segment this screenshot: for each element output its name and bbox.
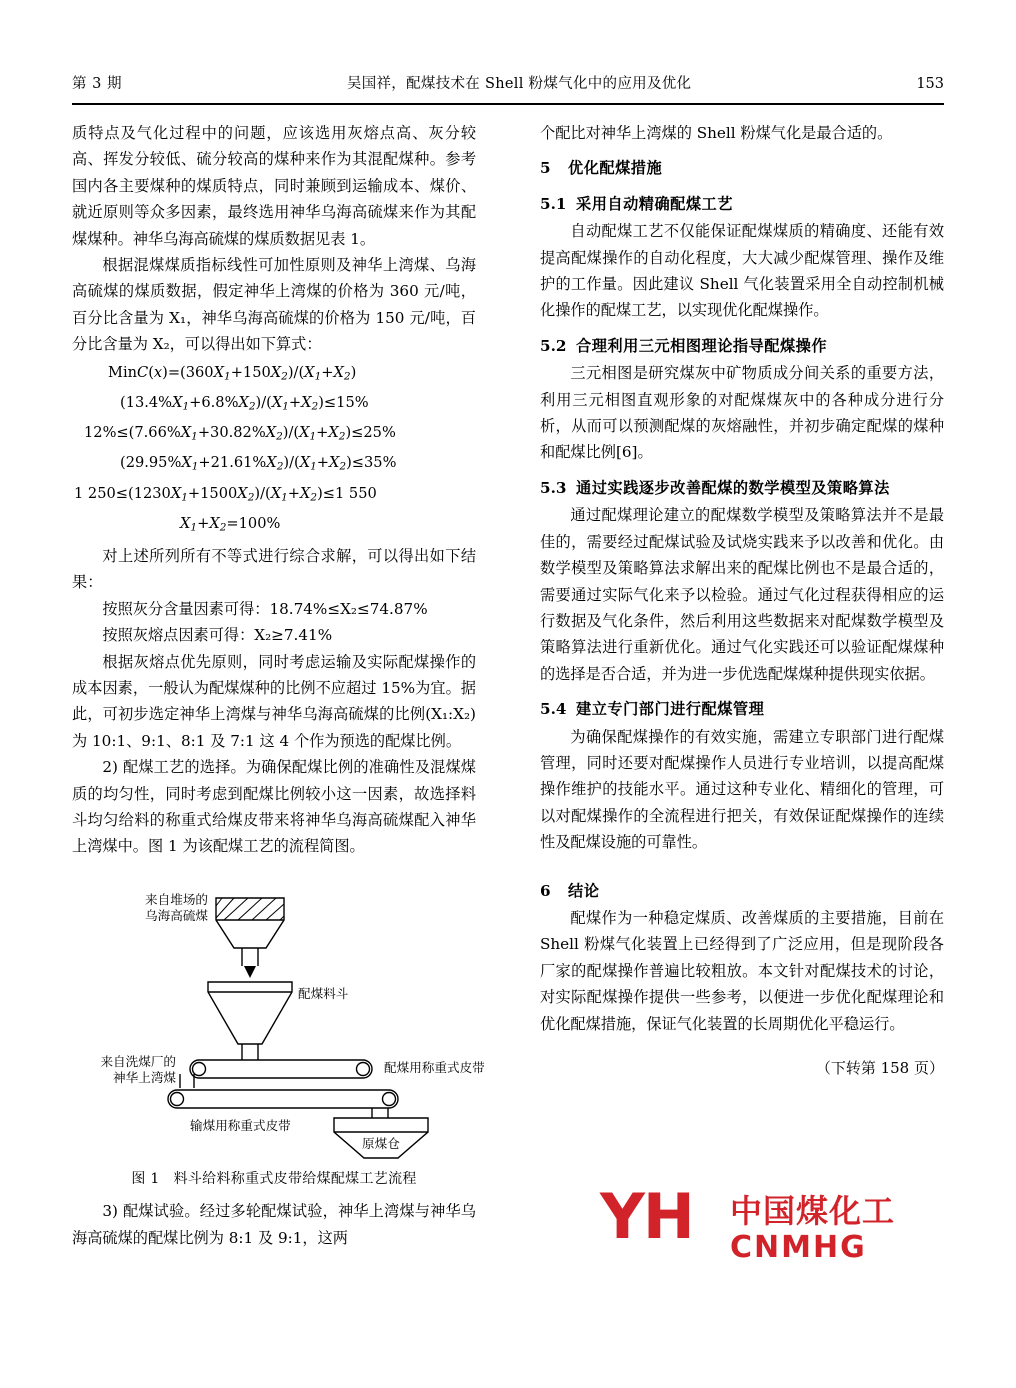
figure-caption-label: 图 1 bbox=[131, 1170, 160, 1187]
section-heading-5-3 bbox=[540, 475, 944, 501]
figure-caption bbox=[72, 1166, 476, 1192]
paragraph: 为确保配煤操作的有效实施，需建立专职部门进行配煤管理，同时还要对配煤操作人员进行专业培训，以提高配煤操作维护的技能水平。通过这种专业化、精细化的管理，可以对配煤操作的全流程进行把关，有效保证配煤操作的连续性及配煤设施的可靠性。 bbox=[540, 727, 944, 852]
section-title: 采用自动精确配煤工艺 bbox=[576, 194, 733, 213]
paragraph: 对上述所列所有不等式进行综合求解，可以得出如下结果： bbox=[72, 546, 476, 592]
section-number: 5.2 bbox=[540, 336, 567, 355]
formula-3: $12\%\le(7.66\%X_1+30.82\%X_2)/(X_1+X_2)\le 25\%$ bbox=[84, 424, 396, 443]
paragraph: 个配比对神华上湾煤的 Shell 粉煤气化是最合适的。 bbox=[540, 124, 893, 142]
continued-note: （下转第 158 页） bbox=[815, 1059, 944, 1077]
formula-2: $(13.4\%X_1+6.8\%X_2)/(X_1+X_2)\le 15\%$ bbox=[120, 393, 369, 413]
formula-6: $X_1+X_2=100\%$ bbox=[180, 514, 281, 534]
formula-5: 1 $250\le(1230X_1+1500X_2)/(X_1+X_2)\le 1$ 550 bbox=[74, 484, 377, 504]
section-heading-5-1 bbox=[540, 191, 944, 217]
watermark bbox=[600, 1180, 900, 1290]
paragraph: 自动配煤工艺不仅能保证配煤煤质的精确度、还能有效提高配煤操作的自动化程度，大大减少配煤管理、操作及维护的工作量。因此建议 Shell 气化装置采用全自动控制机械化操作的配煤工艺，以实现优化配煤操作。 bbox=[540, 222, 944, 320]
figure-label-transport-belt: 输煤用称重式皮带 bbox=[190, 1117, 291, 1133]
watermark-logo: YH bbox=[600, 1180, 693, 1253]
section-number: 6 bbox=[540, 881, 551, 900]
formula-block bbox=[72, 360, 476, 541]
left-column bbox=[72, 120, 485, 1251]
section-title: 结论 bbox=[568, 881, 600, 900]
watermark-line2: CNMHG bbox=[730, 1230, 867, 1265]
paragraph: 根据灰熔点优先原则，同时考虑运输及实际配煤操作的成本因素，一般认为配煤煤种的比例不应超过 15%为宜。据此，可初步选定神华上湾煤与神华乌海高硫煤的比例(X₁:X₂)为 10:1、9:1、8:1 及 7:1 这 4 个作为预选的配煤比例。 bbox=[72, 652, 476, 750]
figure-1 bbox=[72, 874, 485, 1164]
section-heading-5-2 bbox=[540, 333, 944, 359]
page-header bbox=[72, 72, 944, 102]
figure-label-source-left: 来自洗煤厂的 神华上湾煤 bbox=[100, 1053, 176, 1085]
paragraph: 3) 配煤试验。经过多轮配煤试验，神华上湾煤与神华乌海高硫煤的配煤比例为 8:1 及 9:1，这两 bbox=[72, 1202, 476, 1247]
right-column bbox=[540, 120, 944, 1081]
section-title: 通过实践逐步改善配煤的数学模型及策略算法 bbox=[576, 478, 890, 497]
paragraph: 按照灰分含量因素可得：18.74%≤X₂≤74.87% bbox=[102, 599, 428, 618]
paragraph: 通过配煤理论建立的配煤数学模型及策略算法并不是最佳的，需要经过配煤试验及试烧实践来予以改善和优化。由数学模型及策略算法求解出来的配煤比例也不是最合适的，需要通过实际气化来予以检验。通过气化过程获得相应的运行数据及气化条件，然后利用这些数据来对配煤数学模型及策略算法进行重新优化。通过气化实践还可以验证配煤煤种的选择是否合适，并为进一步优选配煤煤种提供现实依据。 bbox=[540, 506, 944, 683]
figure-caption-text: 料斗给料称重式皮带给煤配煤工艺流程 bbox=[173, 1170, 417, 1187]
section-number: 5.4 bbox=[540, 700, 567, 719]
paragraph: 按照灰熔点因素可得：X₂≥7.41% bbox=[102, 626, 333, 645]
section-title: 合理利用三元相图理论指导配煤操作 bbox=[576, 336, 827, 355]
paragraph: 2) 配煤工艺的选择。为确保配煤比例的准确性及混煤煤质的均匀性，同时考虑到配煤比例较小这一因素，故选择料斗均匀给料的称重式给煤皮带来将神华乌海高硫煤配入神华上湾煤中。图 1 为该配煤工艺的流程简图。 bbox=[72, 758, 476, 856]
section-heading-5 bbox=[540, 155, 944, 181]
figure-label-weigh-belt: 配煤用称重式皮带 bbox=[384, 1059, 485, 1075]
formula-1: $MinC(x)=(360X_1+150X_2)/(X_1+X_2)$ bbox=[108, 363, 357, 383]
paragraph: 质特点及气化过程中的问题，应该选用灰熔点高、灰分较高、挥发分较低、硫分较高的煤种来作为其混配煤种。参考国内各主要煤种的煤质特点，同时兼顾到运输成本、煤价、就近原则等众多因素，最终选用神华乌海高硫煤来作为其配煤煤种。神华乌海高硫煤的煤质数据见表 1。 bbox=[72, 124, 476, 248]
header-rule bbox=[72, 103, 944, 105]
figure-label-hopper: 配煤料斗 bbox=[298, 985, 349, 1001]
section-number: 5.1 bbox=[540, 194, 567, 213]
section-title: 优化配煤措施 bbox=[568, 159, 663, 178]
page-number: 153 bbox=[916, 76, 944, 92]
section-heading-5-4 bbox=[540, 696, 944, 722]
paragraph: 配煤作为一种稳定煤质、改善煤质的主要措施，目前在 Shell 粉煤气化装置上已经得到了广泛应用，但是现阶段各厂家的配煤操作普遍比较粗放。本文针对配煤技术的讨论，对实际配煤操作提供一些参考，以便进一步优化配煤理论和优化配煤措施，保证气化装置的长周期优化平稳运行。 bbox=[540, 908, 944, 1033]
section-number: 5 bbox=[540, 159, 551, 178]
figure-label-silo: 原煤仓 bbox=[362, 1135, 400, 1151]
section-number: 5.3 bbox=[540, 478, 567, 497]
issue-label: 第 3 期 bbox=[72, 76, 122, 92]
watermark-line1: 中国煤化工 bbox=[730, 1192, 896, 1230]
formula-4: $(29.95\%X_1+21.61\%X_2)/(X_1+X_2)\le 35\%$ bbox=[120, 454, 397, 473]
paragraph: 三元相图是研究煤灰中矿物质成分间关系的重要方法，利用三元相图直观形象的对配煤煤灰中的各种成分进行分析，从而可以预测配煤的灰熔融性，并初步确定配煤的煤种和配煤比例[6]。 bbox=[540, 364, 944, 462]
section-title: 建立专门部门进行配煤管理 bbox=[576, 700, 765, 719]
paragraph: 根据混煤煤质指标线性可加性原则及神华上湾煤、乌海高硫煤的煤质数据，假定神华上湾煤的价格为 360 元/吨，百分比含量为 X₁，神华乌海高硫煤的价格为 150 元/吨，百分比含量为 X₂，可以得出如下算式： bbox=[72, 256, 476, 354]
section-heading-6 bbox=[540, 878, 944, 904]
figure-label-source-top: 来自堆场的 乌海高硫煤 bbox=[145, 891, 208, 923]
running-title: 吴国祥，配煤技术在 Shell 粉煤气化中的应用及优化 bbox=[346, 76, 692, 92]
